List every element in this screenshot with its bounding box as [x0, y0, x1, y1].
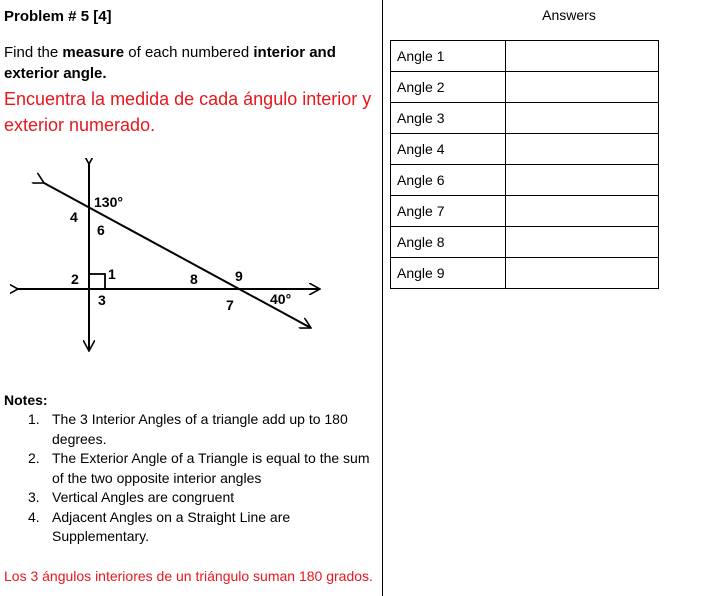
spanish-note: Los 3 ángulos interiores de un triángulo suman 180 grados. — [4, 568, 373, 584]
right-angle-marker — [89, 274, 105, 289]
answer-label: Angle 8 — [391, 227, 506, 258]
angle-label-2: 2 — [71, 271, 79, 287]
instruction-spanish: Encuentra la medida de cada ángulo interior y exterior numerado. — [4, 89, 372, 135]
angle-given-40: 40° — [270, 291, 292, 307]
answer-cell-angle-7[interactable] — [506, 196, 659, 227]
answers-table — [390, 40, 659, 289]
notes-list — [4, 410, 374, 547]
answer-label: Angle 3 — [391, 103, 506, 134]
answer-label: Angle 6 — [391, 165, 506, 196]
answer-label: Angle 2 — [391, 72, 506, 103]
answer-label: Angle 1 — [391, 41, 506, 72]
answer-label: Angle 4 — [391, 134, 506, 165]
table-row — [391, 258, 659, 289]
answer-cell-angle-6[interactable] — [506, 165, 659, 196]
table-row — [391, 72, 659, 103]
instruction-text: Find the measure of each numbered interior and exterior angle. — [4, 44, 336, 82]
answer-label: Angle 7 — [391, 196, 506, 227]
note-item: 4. Adjacent Angles on a Straight Line are Supplementary. — [28, 508, 291, 544]
notes-heading: Notes: — [4, 392, 48, 408]
angle-label-3: 3 — [98, 292, 106, 308]
angle-given-130: 130° — [94, 194, 123, 210]
angle-label-7: 7 — [226, 297, 234, 313]
answer-cell-angle-9[interactable] — [506, 258, 659, 289]
note-item: 3. Vertical Angles are congruent — [28, 489, 235, 505]
answer-cell-angle-2[interactable] — [506, 72, 659, 103]
angle-label-1: 1 — [108, 266, 116, 282]
table-row — [391, 165, 659, 196]
geometry-diagram — [10, 158, 330, 358]
answer-cell-angle-4[interactable] — [506, 134, 659, 165]
answer-cell-angle-8[interactable] — [506, 227, 659, 258]
table-row — [391, 103, 659, 134]
note-item: 1. The 3 Interior Angles of a triangle add up to 180 degrees. — [28, 411, 348, 447]
table-row — [391, 227, 659, 258]
note-item: 2. The Exterior Angle of a Triangle is equal to the sum of the two opposite interior angles — [28, 450, 370, 486]
answers-panel — [383, 0, 712, 596]
angle-label-4: 4 — [70, 209, 78, 225]
problem-title: Problem # 5 [4] — [4, 8, 112, 25]
angle-label-9: 9 — [235, 268, 243, 284]
answers-title: Answers — [542, 7, 596, 23]
table-row — [391, 134, 659, 165]
angle-label-6: 6 — [97, 222, 105, 238]
answer-cell-angle-1[interactable] — [506, 41, 659, 72]
answer-cell-angle-3[interactable] — [506, 103, 659, 134]
table-row — [391, 196, 659, 227]
angle-label-8: 8 — [190, 271, 198, 287]
answer-label: Angle 9 — [391, 258, 506, 289]
table-row — [391, 41, 659, 72]
